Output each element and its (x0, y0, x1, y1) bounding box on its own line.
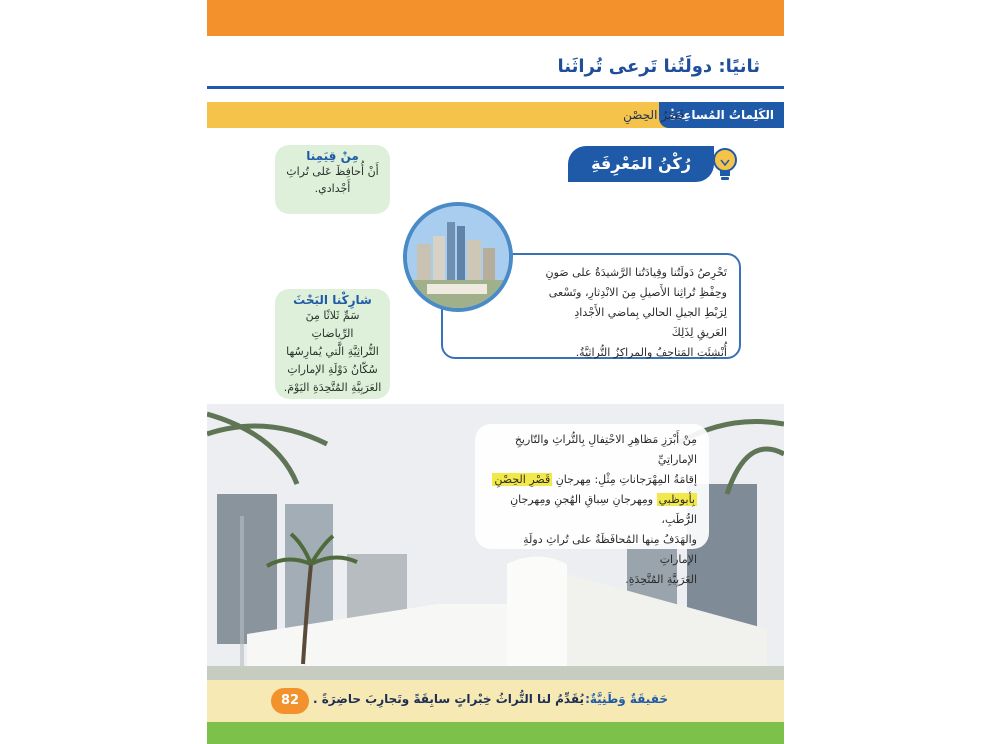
knowledge-line: أُنْشِئَتِ المَتاحِفُ والمراكِزُ التُّراثِيَّةُ. (575, 346, 727, 359)
values-card-heading: مِنْ قِيَمِنا (306, 149, 359, 163)
title-rule (207, 86, 784, 89)
info-line (487, 490, 697, 530)
info-text: إقامَةُ المِهْرَجاناتِ مِثْلِ: مِهرجانِ (555, 473, 697, 486)
research-card-line: التُّراثِيَّةِ الَّتي يُمارِسُها (286, 345, 379, 358)
bottom-color-bar (207, 722, 784, 744)
info-line (487, 470, 697, 490)
knowledge-line: لِرَبْطِ الجيلِ الحالي بِماضي الأَجْدادِ العَريقِ لِذَلِكَ (574, 306, 727, 339)
textbook-page (207, 0, 784, 744)
national-fact-text: يُقَدِّمُ لنا التُّراثُ خِبْراتٍ سابِقَةً وتَجارِبَ حاضِرَةً . (312, 692, 584, 706)
info-text: ومِهرجانِ سِباقِ الهُجنِ ومِهرجانِ الرُّطَبِ، (510, 493, 697, 526)
national-fact-label: حَقيقَةٌ وَطَنِيَّةٌ: (585, 692, 668, 706)
info-line: العَرَبِيَّةِ المُتَّحِدَةِ. (625, 573, 697, 586)
research-card-line: العَرَبِيَّةِ المُتَّحِدَةِ اليَوْمَ. (283, 381, 382, 394)
keywords-label: الكَلِماتُ المُساعِدَةُ (659, 102, 784, 128)
city-skyline-photo (403, 202, 513, 312)
top-color-bar (207, 0, 784, 36)
research-card (275, 289, 390, 399)
research-card-line: سُكّانُ دَوْلَةِ الإماراتِ (287, 363, 378, 376)
research-card-line: سَمِّ ثَلاثًا مِنَ الرِّياضاتِ (305, 309, 360, 340)
keyword-term: قَصْرُ الحِصْنِ (623, 108, 684, 122)
highlighted-term: بِأبوظبي (658, 493, 695, 506)
photo-credit-watermark (237, 516, 247, 666)
knowledge-pillar-badge: رُكْنُ المَعْرِفَةِ (568, 146, 714, 182)
values-card-line: أَجْدادي. (314, 182, 351, 195)
research-card-heading: شارِكْنا البَحْثَ (293, 293, 372, 307)
knowledge-line: تَحْرِصُ دَولَتُنا وقِيادَتُنا الرَّشيدَةُ على صَونِ (545, 266, 727, 279)
section-title: ثانيًا: دولَتُنا تَرعى تُراثَنا (557, 56, 760, 77)
values-card (275, 145, 390, 214)
knowledge-line: وحِفْظِ تُراثِنا الأَصيلِ مِنَ الانْدِثارِ، وتَسْعى (548, 286, 727, 299)
lightbulb-icon (710, 146, 740, 182)
info-line: مِنْ أَبْرَزِ مَظاهِرِ الاحْتِفالِ بِالتُّراثِ والتّاريخِ الإماراتِيِّ (514, 433, 697, 466)
heritage-info-card (475, 424, 709, 586)
values-card-line: أَنْ أُحافِظَ عَلى تُراثِ (286, 165, 379, 178)
page-number-badge: 82 (271, 688, 309, 714)
info-line: والهَدَفُ مِنها المُحافَظَةُ على تُراثِ دولَةِ الإماراتِ (523, 533, 697, 566)
highlighted-term: قَصْرِ الحِصْنِ (494, 473, 551, 486)
